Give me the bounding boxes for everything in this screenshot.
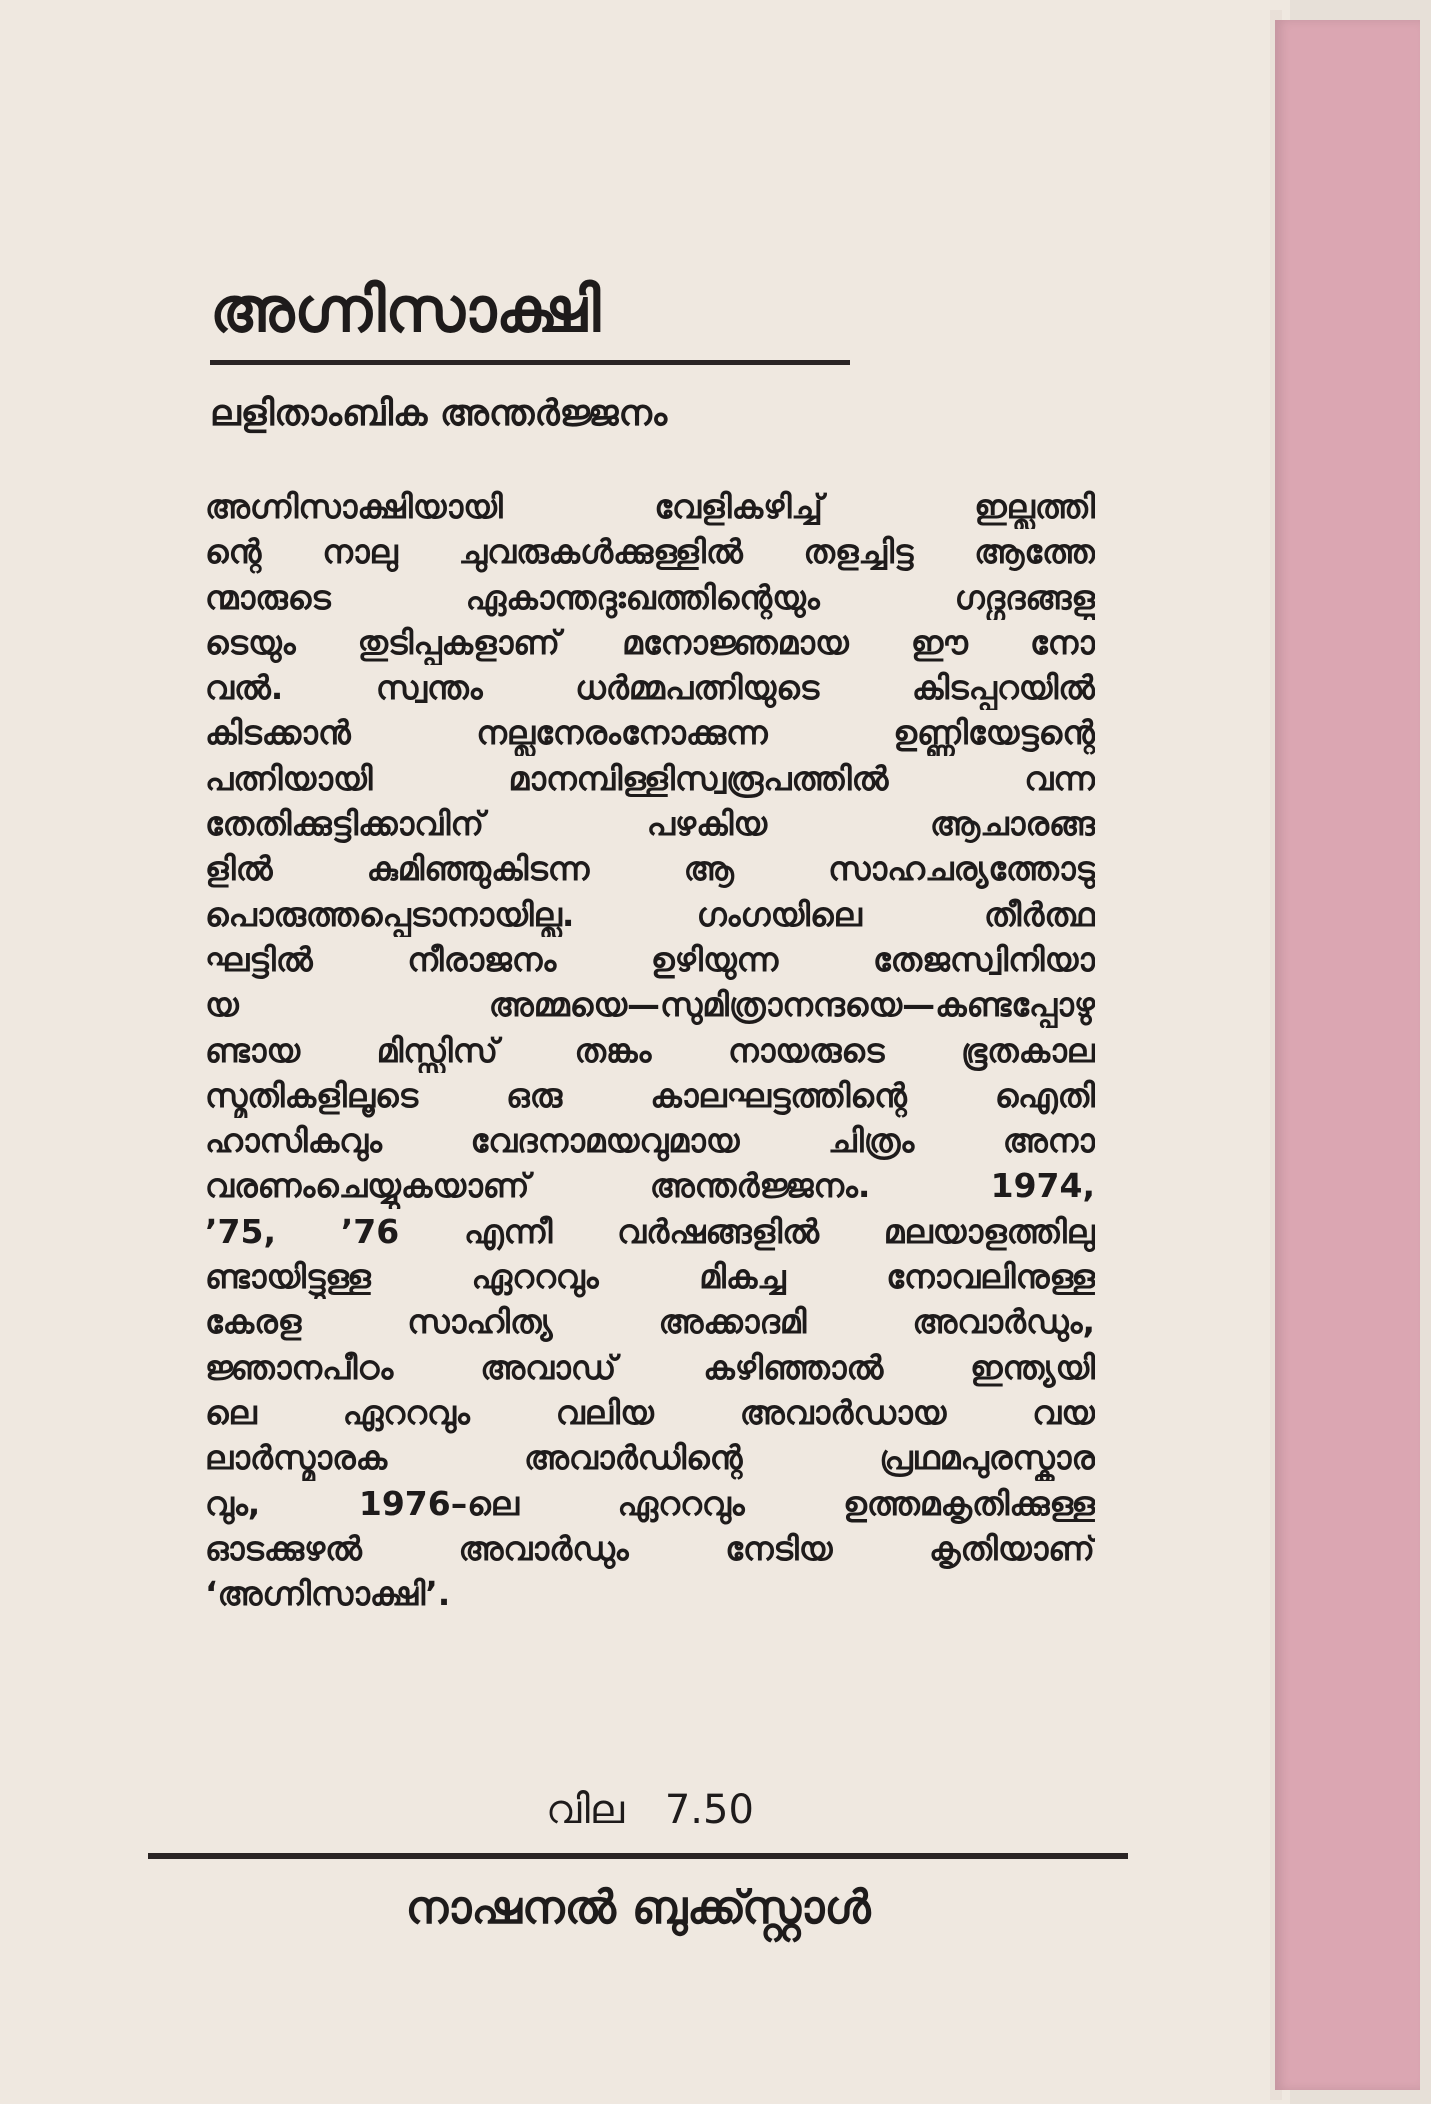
blurb-text [205, 484, 1095, 1616]
title-divider [210, 360, 850, 365]
price-value: 7.50 [664, 1787, 754, 1833]
blurb-line: സ്മൃതികളിലൂടെ ഒരു കാലഘട്ടത്തിന്റെ ഐതി [205, 1075, 1095, 1115]
book-spine [1275, 20, 1420, 2090]
blurb-line: പത്നിയായി മാനമ്പിള്ളിസ്വരൂപത്തിൽ വന്ന [205, 758, 1095, 798]
blurb-line: ന്റെ നാലു ചുവരുകൾക്കുള്ളിൽ തളച്ചിട്ട ആത്തേ [205, 532, 1095, 572]
blurb-line: അഗ്നിസാക്ഷിയായി വേളികഴിച്ച് ഇല്ലത്തി [205, 487, 1095, 526]
author-name: ലളിതാംബിക അന്തർജ്ജനം [210, 393, 668, 434]
blurb-line: ‘അഗ്നിസാക്ഷി’. [205, 1574, 451, 1614]
book-title: അഗ്നിസാക്ഷി [210, 273, 601, 346]
blurb-line: ’75, ’76 എന്നീ വർഷങ്ങളിൽ മലയാളത്തിലു [205, 1211, 1095, 1251]
price [150, 1780, 1150, 1840]
blurb-line: യ അമ്മയെ—സുമിത്രാനന്ദയെ—കണ്ടപ്പോഴു [205, 985, 1095, 1025]
blurb-line: വരണംചെയ്യുകയാണ് അന്തർജ്ജനം. 1974, [205, 1166, 1095, 1206]
blurb-line: ടെയും തുടിപ്പുകളാണ് മനോജ്ഞമായ ഈ നോ [205, 622, 1095, 662]
blurb-line: വൽ. സ്വന്തം ധർമ്മപത്നിയുടെ കിടപ്പറയിൽ [205, 668, 1095, 708]
blurb-line: ലെ ഏററവും വലിയ അവാർഡായ വയ [205, 1392, 1095, 1432]
price-label: വില [546, 1787, 625, 1833]
blurb-line: ഹാസികവും വേദനാമയവുമായ ചിത്രം അനാ [205, 1121, 1095, 1161]
blurb-line: ണ്ടായിട്ടുള്ള ഏററവും മികച്ച നോവലിനുള്ള [205, 1257, 1095, 1297]
blurb-line: ണ്ടായ മിസ്സിസ് തങ്കം നായരുടെ ഭൂതകാല [205, 1030, 1095, 1070]
blurb-line: വും, 1976–ലെ ഏററവും ഉത്തമകൃതിക്കുള്ള [205, 1483, 1095, 1523]
blurb-line: ന്മാരുടെ ഏകാന്തദുഃഖത്തിന്റെയും ഗദ്ഗദങ്ങളു [205, 577, 1095, 617]
blurb-line: കിടക്കാൻ നല്ലനേരംനോക്കുന്ന ഉണ്ണിയേട്ടന്റെ [205, 713, 1095, 753]
blurb-line: പൊരുത്തപ്പെടാനായില്ല. ഗംഗയിലെ തീർത്ഥ [205, 894, 1095, 934]
blurb-line: ഓടക്കുഴൽ അവാർഡും നേടിയ കൃതിയാണ് [205, 1528, 1095, 1568]
blurb-line: ലാർസ്മാരക അവാർഡിന്റെ പ്രഥമപുരസ്കാര [205, 1438, 1095, 1478]
publisher-divider [148, 1853, 1128, 1859]
blurb-line: കേരള സാഹിത്യ അക്കാദമി അവാർഡും, [205, 1302, 1095, 1342]
blurb-line: ളിൽ കുമിഞ്ഞുകിടന്ന ആ സാഹചര്യത്തോടു [205, 849, 1095, 889]
blurb-line: ഘട്ടിൽ നീരാജനം ഉഴിയുന്ന തേജസ്വിനിയാ [205, 939, 1095, 979]
blurb-line: തേതിക്കുട്ടിക്കാവിന് പഴകിയ ആചാരങ്ങ [205, 804, 1095, 844]
blurb-line: ജ്ഞാനപീഠം അവാഡ് കഴിഞ്ഞാൽ ഇന്ത്യയി [205, 1347, 1095, 1387]
publisher-name: നാഷനൽ ബുക്ക്സ്റ്റാൾ [405, 1880, 871, 1934]
